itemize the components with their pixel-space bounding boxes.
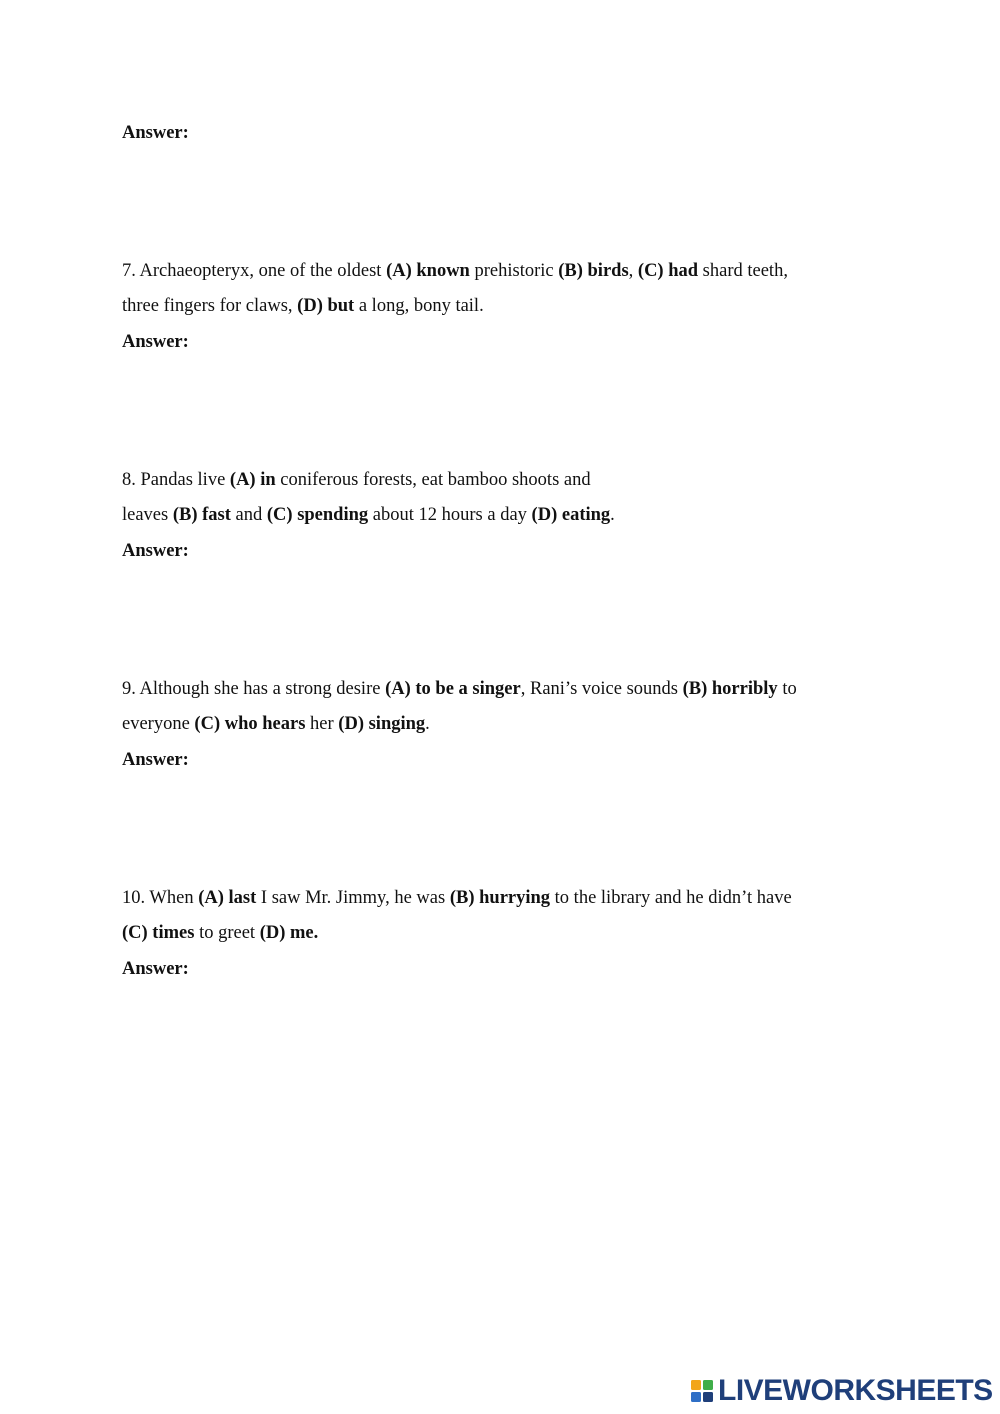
option-text: (C) times xyxy=(122,923,195,943)
question-text: a long, bony tail. xyxy=(354,296,484,316)
question-text: , xyxy=(628,261,638,281)
question-line xyxy=(122,881,882,916)
option-text: (B) fast xyxy=(172,505,231,525)
option-text: (B) hurrying xyxy=(449,888,551,908)
question-text: everyone xyxy=(122,714,195,734)
question-9 xyxy=(122,672,882,742)
question-line xyxy=(122,916,882,951)
question-line xyxy=(122,707,882,742)
question-text: . xyxy=(610,505,615,525)
question-text: about 12 hours a day xyxy=(368,505,532,525)
answer-label: Answer: xyxy=(122,959,189,979)
question-text: shard teeth, xyxy=(698,261,788,281)
question-text: three fingers for claws, xyxy=(122,296,298,316)
question-7 xyxy=(122,254,882,324)
question-line xyxy=(122,672,882,707)
question-text: I saw Mr. Jimmy, he was xyxy=(256,888,450,908)
question-line xyxy=(122,289,882,324)
answer-label: Answer: xyxy=(122,750,189,770)
option-text: (A) to be a singer xyxy=(385,679,521,699)
question-text: her xyxy=(305,714,339,734)
option-text: (B) horribly xyxy=(682,679,778,699)
question-text: , Rani’s voice sounds xyxy=(520,679,683,699)
answer-label: Answer: xyxy=(122,123,189,143)
question-text: to xyxy=(777,679,797,699)
option-text: (A) known xyxy=(386,261,470,281)
question-text: 10. When xyxy=(122,888,199,908)
liveworksheets-logo[interactable] xyxy=(690,1372,993,1410)
question-text: 9. Although she has a strong desire xyxy=(122,679,386,699)
answer-label: Answer: xyxy=(122,332,189,352)
option-text: (B) birds xyxy=(558,261,629,281)
option-text: (A) in xyxy=(229,470,276,490)
question-text: prehistoric xyxy=(469,261,559,281)
question-text: to greet xyxy=(194,923,260,943)
option-text: (C) had xyxy=(637,261,699,281)
question-10 xyxy=(122,881,882,951)
question-text: coniferous forests, eat bamboo shoots and xyxy=(275,470,591,490)
option-text: (D) but xyxy=(297,296,355,316)
question-line xyxy=(122,254,882,289)
option-text: (D) eating xyxy=(531,505,611,525)
option-text: (A) last xyxy=(198,888,257,908)
option-text: (C) spending xyxy=(266,505,369,525)
question-line xyxy=(122,463,882,498)
question-text: 8. Pandas live xyxy=(122,470,230,490)
answer-label: Answer: xyxy=(122,541,189,561)
question-text: and xyxy=(230,505,267,525)
question-8 xyxy=(122,463,882,533)
question-text: leaves xyxy=(122,505,173,525)
question-text: 7. Archaeopteryx, one of the oldest xyxy=(122,261,387,281)
option-text: (D) me. xyxy=(259,923,319,943)
option-text: (C) who hears xyxy=(194,714,306,734)
question-text: to the library and he didn’t have xyxy=(550,888,792,908)
liveworksheets-logo-icon xyxy=(690,1378,716,1404)
question-line xyxy=(122,498,882,533)
brand-name: LIVEWORKSHEETS xyxy=(718,1374,993,1407)
option-text: (D) singing xyxy=(338,714,426,734)
question-text: . xyxy=(425,714,430,734)
